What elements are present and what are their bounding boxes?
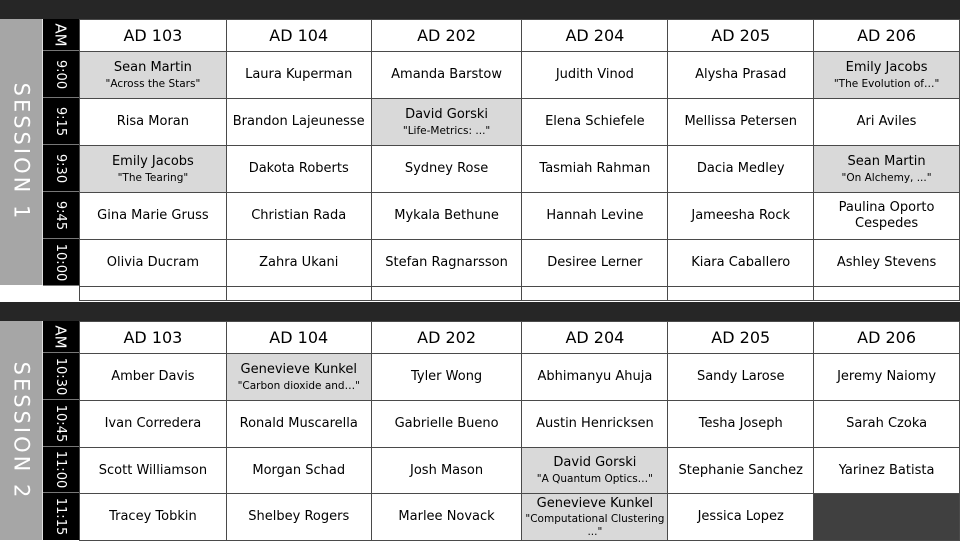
session-2-time-column: [43, 321, 79, 540]
presenter-name: Judith Vinod: [555, 67, 634, 83]
top-bar: [0, 0, 960, 19]
time-label: 9:15: [43, 98, 79, 145]
presenter-cell: [80, 193, 227, 240]
spacer-row: [80, 287, 960, 301]
presenter-cell: [371, 448, 522, 494]
table-row: [80, 448, 960, 494]
presenter-cell: [522, 401, 668, 448]
time-label: 9:30: [43, 145, 79, 192]
talk-title: "Carbon dioxide and…": [237, 379, 360, 392]
presenter-name: Josh Mason: [410, 462, 484, 478]
presenter-name: Sean Martin: [847, 153, 926, 169]
room-header: AD 104: [226, 322, 371, 354]
session-2-label-panel: [0, 321, 43, 540]
presenter-name: Stefan Ragnarsson: [385, 255, 508, 271]
presenter-cell: [80, 494, 227, 541]
talk-title: "The Evolution of…": [833, 77, 940, 90]
presenter-name: Sandy Larose: [696, 369, 785, 385]
presenter-cell: [668, 99, 814, 146]
featured-talk-cell: [226, 354, 371, 401]
talk-title: "Across the Stars": [105, 77, 201, 90]
presenter-name: Tasmiah Rahman: [539, 161, 651, 177]
presenter-name: Jameesha Rock: [691, 208, 791, 224]
talk-title: "Life-Metrics: ...": [402, 124, 491, 137]
presenter-name: Tesha Joseph: [698, 416, 783, 432]
featured-talk-cell: [80, 52, 227, 99]
presenter-name: Stephanie Sanchez: [678, 462, 803, 478]
am-label: AM: [43, 19, 79, 51]
presenter-name: Brandon Lajeunesse: [232, 114, 365, 130]
presenter-name: Abhimanyu Ahuja: [537, 369, 653, 385]
presenter-cell: [371, 240, 522, 287]
presenter-cell: [814, 240, 960, 287]
presenter-cell: [371, 146, 522, 193]
presenter-cell: [80, 448, 227, 494]
presenter-name: Ronald Muscarella: [239, 416, 358, 432]
presenter-cell: [226, 401, 371, 448]
presenter-name: David Gorski: [405, 106, 489, 122]
talk-title: "A Quantum Optics…": [536, 473, 654, 485]
presenter-name: Hannah Levine: [546, 208, 644, 224]
presenter-name: Jessica Lopez: [697, 509, 784, 525]
room-header: AD 103: [80, 322, 227, 354]
presenter-cell: [80, 240, 227, 287]
session-1-time-column: [43, 19, 79, 286]
presenter-name: Mellissa Petersen: [684, 114, 797, 130]
presenter-cell: [522, 193, 668, 240]
featured-talk-cell: [814, 52, 960, 99]
presenter-cell: [226, 240, 371, 287]
room-header: AD 205: [668, 20, 814, 52]
presenter-name: Zahra Ukani: [259, 255, 339, 271]
presenter-name: Christian Rada: [251, 208, 347, 224]
session-1-schedule-table: [79, 19, 960, 301]
presenter-cell: [80, 401, 227, 448]
table-row: [80, 354, 960, 401]
presenter-name: Jeremy Naiomy: [837, 369, 937, 385]
presenter-name: Emily Jacobs: [845, 59, 928, 75]
presenter-name: Gina Marie Gruss: [97, 208, 209, 224]
room-header-row: [80, 322, 960, 354]
presenter-cell: [814, 354, 960, 401]
presenter-name: Shelbey Rogers: [248, 509, 350, 525]
talk-title: "The Tearing": [117, 171, 189, 184]
room-header: AD 206: [814, 322, 960, 354]
talk-title: "On Alchemy, ...": [841, 171, 932, 184]
presenter-name: Paulina Oporto Cespedes: [838, 200, 935, 231]
presenter-cell: [668, 193, 814, 240]
featured-talk-cell: [371, 99, 522, 146]
presenter-name: Olivia Ducram: [106, 255, 200, 271]
presenter-cell: [814, 448, 960, 494]
room-header: AD 206: [814, 20, 960, 52]
presenter-name: Mykala Bethune: [394, 208, 499, 224]
presenter-name: Scott Williamson: [98, 462, 208, 478]
room-header: AD 202: [371, 20, 522, 52]
presenter-cell: [668, 146, 814, 193]
presenter-name: Risa Moran: [116, 114, 190, 130]
presenter-cell: [226, 52, 371, 99]
presenter-cell: [668, 240, 814, 287]
presenter-name: Emily Jacobs: [111, 153, 194, 169]
presenter-cell: [371, 494, 522, 541]
time-label: 11:00: [43, 447, 79, 493]
session-1-label: SESSION 1: [9, 82, 34, 222]
presenter-name: Tyler Wong: [410, 369, 483, 385]
presenter-name: Morgan Schad: [252, 462, 346, 478]
room-header: AD 104: [226, 20, 371, 52]
presenter-cell: [80, 354, 227, 401]
presenter-cell: [522, 99, 668, 146]
table-row: [80, 240, 960, 287]
room-header-row: [80, 20, 960, 52]
time-label: 10:00: [43, 239, 79, 286]
presenter-name: Ashley Stevens: [836, 255, 937, 271]
presenter-cell: [226, 146, 371, 193]
room-header: AD 103: [80, 20, 227, 52]
presenter-cell: [522, 146, 668, 193]
room-header: AD 204: [522, 322, 668, 354]
presenter-cell: [668, 494, 814, 541]
presenter-name: Dakota Roberts: [248, 161, 349, 177]
presenter-name: Ivan Corredera: [104, 416, 202, 432]
presenter-cell: [371, 193, 522, 240]
presenter-name: Sydney Rose: [404, 161, 489, 177]
presenter-name: Laura Kuperman: [245, 67, 353, 83]
talk-title: "Computational Clustering ...": [525, 513, 665, 538]
session-2-schedule-table: [79, 321, 960, 541]
presenter-cell: [226, 448, 371, 494]
presenter-cell: [522, 52, 668, 99]
time-label: 10:45: [43, 400, 79, 447]
presenter-cell: [226, 494, 371, 541]
presenter-name: Amber Davis: [111, 369, 195, 385]
table-row: [80, 146, 960, 193]
presenter-cell: [814, 193, 960, 240]
presenter-name: Ari Aviles: [856, 114, 917, 130]
featured-talk-cell: [522, 448, 668, 494]
presenter-cell: [371, 401, 522, 448]
presenter-name: Sarah Czoka: [846, 416, 928, 432]
am-label: AM: [43, 321, 79, 353]
time-label: 9:45: [43, 192, 79, 239]
presenter-name: Kiara Caballero: [691, 255, 791, 271]
presenter-cell: [226, 193, 371, 240]
presenter-cell: [668, 401, 814, 448]
room-header: AD 204: [522, 20, 668, 52]
presenter-cell: [668, 448, 814, 494]
presenter-cell: [814, 401, 960, 448]
presenter-name: Gabrielle Bueno: [394, 416, 499, 432]
presenter-cell: [371, 52, 522, 99]
empty-slot-cell: [814, 494, 960, 541]
room-header: AD 205: [668, 322, 814, 354]
table-row: [80, 99, 960, 146]
featured-talk-cell: [80, 146, 227, 193]
presenter-cell: [814, 99, 960, 146]
time-label: 9:00: [43, 51, 79, 98]
presenter-cell: [522, 240, 668, 287]
table-row: [80, 52, 960, 99]
session-1-label-panel: [0, 19, 43, 285]
presenter-name: Elena Schiefele: [545, 114, 645, 130]
table-row: [80, 401, 960, 448]
table-row: [80, 494, 960, 541]
presenter-name: Genevieve Kunkel: [536, 495, 654, 511]
featured-talk-cell: [814, 146, 960, 193]
presenter-cell: [226, 99, 371, 146]
presenter-cell: [371, 354, 522, 401]
presenter-cell: [668, 52, 814, 99]
room-header: AD 202: [371, 322, 522, 354]
presenter-name: Tracey Tobkin: [109, 509, 197, 525]
presenter-name: Yarinez Batista: [838, 462, 935, 478]
presenter-name: Dacia Medley: [696, 161, 785, 177]
presenter-cell: [668, 354, 814, 401]
presenter-name: Austin Henricksen: [536, 416, 654, 432]
time-label: 11:15: [53, 497, 69, 536]
presenter-cell: [80, 99, 227, 146]
session-2-label: SESSION 2: [9, 361, 34, 500]
time-label: 10:30: [43, 353, 79, 400]
presenter-name: Genevieve Kunkel: [240, 361, 357, 377]
table-row: [80, 193, 960, 240]
presenter-name: Alysha Prasad: [695, 67, 787, 83]
session-divider-bar: [0, 302, 960, 321]
featured-talk-cell: [522, 494, 668, 541]
presenter-name: Amanda Barstow: [391, 67, 502, 83]
presenter-name: David Gorski: [553, 455, 637, 471]
presenter-name: Marlee Novack: [398, 509, 495, 525]
presenter-cell: [522, 354, 668, 401]
presenter-name: Desiree Lerner: [547, 255, 643, 271]
presenter-name: Sean Martin: [113, 59, 192, 75]
